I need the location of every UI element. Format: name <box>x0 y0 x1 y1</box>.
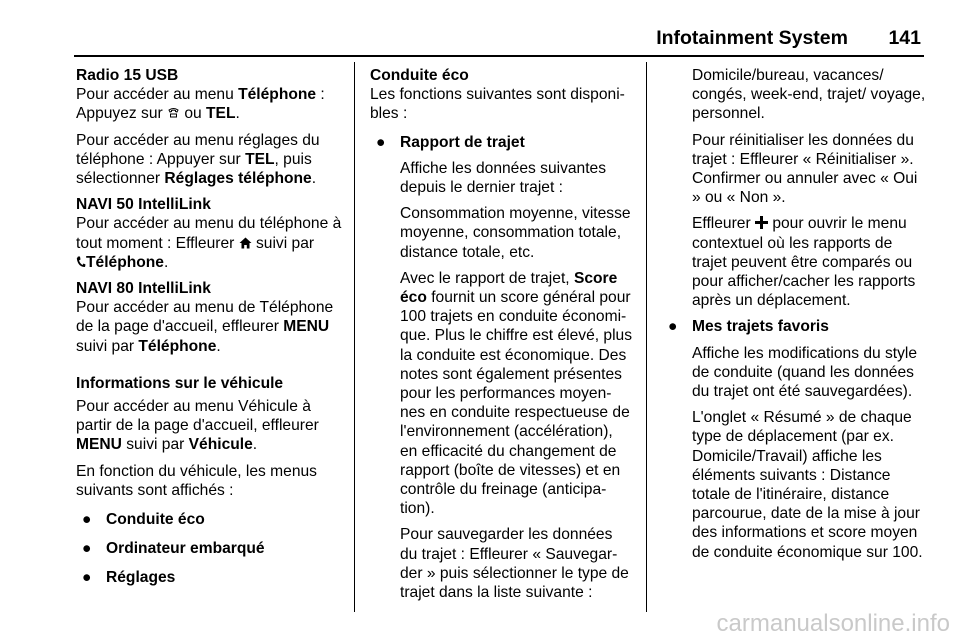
list-item: ● Réglages <box>82 569 176 587</box>
trip-report-p1: Affiche les données suivantes depuis le dernier trajet : <box>400 159 607 197</box>
column-divider-right <box>646 62 647 612</box>
trip-types: Domicile/bureau, vacances/ congés, week-end, trajet/ voyage, personnel. <box>692 67 926 123</box>
context-menu-paragraph: Effleurer pour ouvrir le menu contextuel où les rapports de trajet peuvent être comparés ou pour afficher/cacher les rapports après un déplacement. <box>692 215 916 310</box>
navi80-paragraph: Pour accéder au menu de Téléphone de la page d'accueil, effleurer MENU suivi par Téléphone. <box>76 299 334 355</box>
navi50-heading: NAVI 50 IntelliLink <box>76 196 211 214</box>
trip-report-p4: Pour sauvegarder les données du trajet : Effleurer « Sauvegar-der » puis sélectionner le type de trajet dans la liste suivante : <box>400 526 629 602</box>
reset-paragraph: Pour réinitialiser les données du trajet : Effleurer « Réinitialiser ». Confirmer ou annuler avec « Oui » ou « Non ». <box>692 131 918 207</box>
radio-heading: Radio 15 USB <box>76 67 179 84</box>
trip-report-p2: Consommation moyenne, vitesse moyenne, consommation totale, distance totale, etc. <box>400 205 631 261</box>
eco-intro: Les fonctions suivantes sont disponi-bles : <box>370 86 625 123</box>
column-2 <box>370 66 634 609</box>
phone-icon <box>76 256 86 268</box>
radio-paragraph-2: Pour accéder au menu réglages du téléphone : Appuyer sur TEL, puis sélectionner Réglages téléphone. <box>76 131 320 188</box>
phone-handset-icon <box>167 106 180 119</box>
vehicle-paragraph-2: En fonction du véhicule, les menus suivants sont affichés : <box>76 462 317 499</box>
navi80-heading: NAVI 80 IntelliLink <box>76 280 211 298</box>
favorites-p1: Affiche les modifications du style de conduite (quand les données du trajet ont été sauvegardées). <box>692 344 918 401</box>
list-item: ● Mes trajets favoris <box>668 318 829 336</box>
watermark: carmanualsonline.info <box>716 610 950 637</box>
bullet-icon: ● <box>82 511 92 529</box>
bullet-icon: ● <box>82 540 92 558</box>
page-header <box>0 27 960 55</box>
list-item: ● Conduite éco <box>82 511 205 529</box>
bullet-icon: ● <box>82 569 92 587</box>
home-icon <box>239 237 252 249</box>
favorites-p2: L'onglet « Résumé » de chaque type de déplacement (par ex. Domicile/Travail) affiche les éléments suivants : Distance totale de l'itinéraire, distance parcourue, date de la mise à jour des informations et score moyen de conduite économique sur 100. <box>692 409 923 561</box>
column-divider-left <box>354 62 355 612</box>
bullet-icon: ● <box>668 318 678 336</box>
vehicle-info-heading: Informations sur le véhicule <box>76 374 284 392</box>
column-3 <box>662 66 930 569</box>
header-title: Infotainment System <box>656 27 848 49</box>
eco-driving-heading: Conduite éco <box>370 67 469 84</box>
vehicle-paragraph-1: Pour accéder au menu Véhicule à partir de la page d'accueil, effleurer MENU suivi par Véhicule. <box>76 398 319 454</box>
header-rule <box>74 55 924 57</box>
list-item: ● Ordinateur embarqué <box>82 540 265 558</box>
list-item: ● Rapport de trajet <box>376 133 525 151</box>
column-1 <box>76 66 346 595</box>
bullet-icon: ● <box>376 133 386 151</box>
trip-report-p3: Avec le rapport de trajet, Score éco fournit un score général pour 100 trajets en conduite économi-que. Plus le chiffre est élevé, plus la conduite est économique. Des notes sont également présentes pour les performances moyen-nes en conduite respectueuse de l'environnement (accélération), en efficacité du changement de rapport (boîte de vitesses) et en contrôle du freinage (anticipa-tion). <box>400 269 633 518</box>
page-number: 141 <box>888 27 921 49</box>
navi50-paragraph: Pour accéder au menu du téléphone à tout moment : Effleurer suivi par Téléphone. <box>76 215 342 271</box>
radio-paragraph-1: Pour accéder au menu Téléphone : Appuyez sur ou TEL. <box>76 86 325 123</box>
plus-icon <box>755 216 768 229</box>
